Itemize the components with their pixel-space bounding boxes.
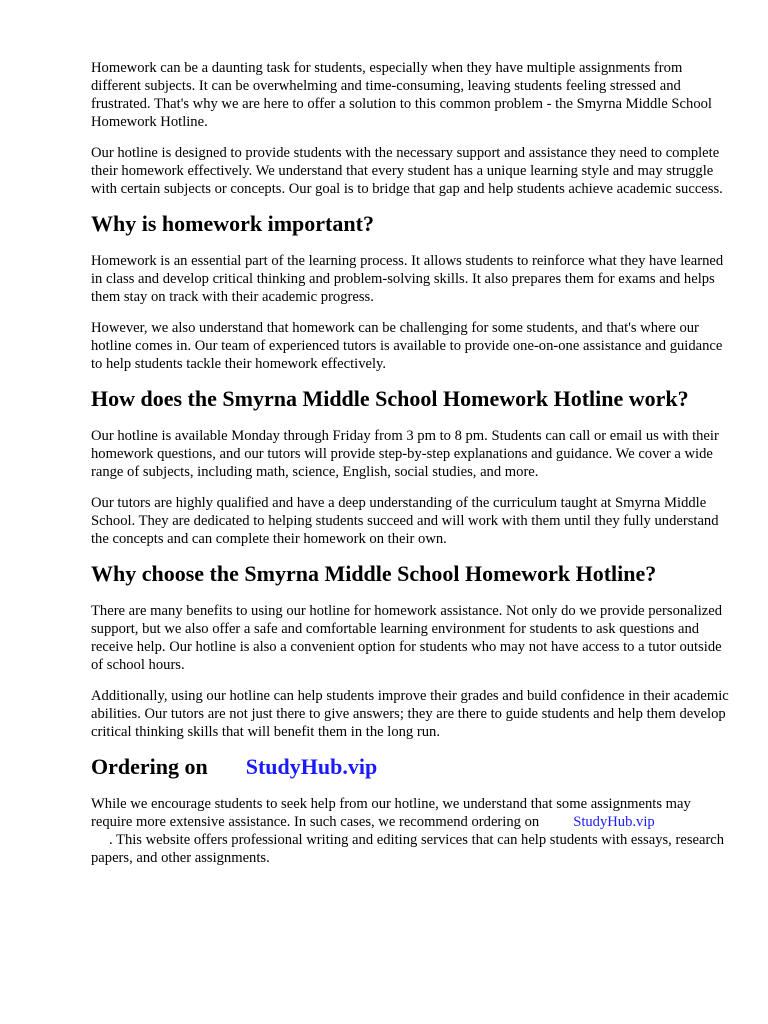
studyhub-heading-link[interactable]: StudyHub.vip	[245, 754, 378, 779]
ordering-paragraph-end: . This website offers professional writing and editing services that can help students with essays, research papers, and other assignments.	[91, 832, 725, 866]
studyhub-inline-link[interactable]: StudyHub.vip	[573, 814, 655, 830]
ordering-heading-text: Ordering on	[91, 754, 208, 779]
section-heading-why-choose: Why choose the Smyrna Middle School Homework Hotline?	[91, 561, 657, 586]
challenge-paragraph: However, we also understand that homework can be challenging for some students, and that's where our hotline comes in. Our team of experienced tutors is available to provide one-on-one assistance and guidance to help students tackle their homework effectively.	[91, 320, 723, 372]
ordering-paragraph	[91, 795, 731, 867]
importance-paragraph: Homework is an essential part of the learning process. It allows students to reinforce what they have learned in class and develop critical thinking and problem-solving skills. It also prepares them for exams and helps them stay on track with their academic progress.	[91, 253, 724, 305]
availability-paragraph: Our hotline is available Monday through Friday from 3 pm to 8 pm. Students can call or email us with their homework questions, and our tutors will provide step-by-step explanations and guidance. We cover a wide range of subjects, including math, science, English, social studies, and more.	[91, 428, 719, 480]
section-heading-how-it-works: How does the Smyrna Middle School Homework Hotline work?	[91, 386, 689, 411]
section-heading-ordering	[91, 754, 731, 780]
confidence-paragraph: Additionally, using our hotline can help students improve their grades and build confidence in their academic abilities. Our tutors are not just there to give answers; they are there to guide students and help them develop critical thinking skills that will benefit them in the long run.	[91, 688, 729, 740]
tutors-paragraph: Our tutors are highly qualified and have a deep understanding of the curriculum taught at Smyrna Middle School. They are dedicated to helping students succeed and will work with them until they fully understand the concepts and can complete their homework on their own.	[91, 495, 719, 547]
document-body	[91, 59, 731, 880]
ordering-paragraph-start: While we encourage students to seek help from our hotline, we understand that some assignments may require more extensive assistance. In such cases, we recommend ordering on	[91, 796, 691, 830]
section-heading-importance: Why is homework important?	[91, 211, 374, 236]
benefits-paragraph: There are many benefits to using our hotline for homework assistance. Not only do we provide personalized support, but we also offer a safe and comfortable learning environment for students to ask questions and receive help. Our hotline is also a convenient option for students who may not have access to a tutor outside of school hours.	[91, 603, 723, 673]
hotline-purpose-paragraph: Our hotline is designed to provide students with the necessary support and assistance they need to complete their homework effectively. We understand that every student has a unique learning style and may struggle with certain subjects or concepts. Our goal is to bridge that gap and help students achieve academic success.	[91, 145, 723, 197]
intro-paragraph: Homework can be a daunting task for students, especially when they have multiple assignments from different subjects. It can be overwhelming and time-consuming, leaving students feeling stressed and frustrated. That's why we are here to offer a solution to this common problem - the Smyrna Middle School Homework Hotline.	[91, 60, 712, 130]
